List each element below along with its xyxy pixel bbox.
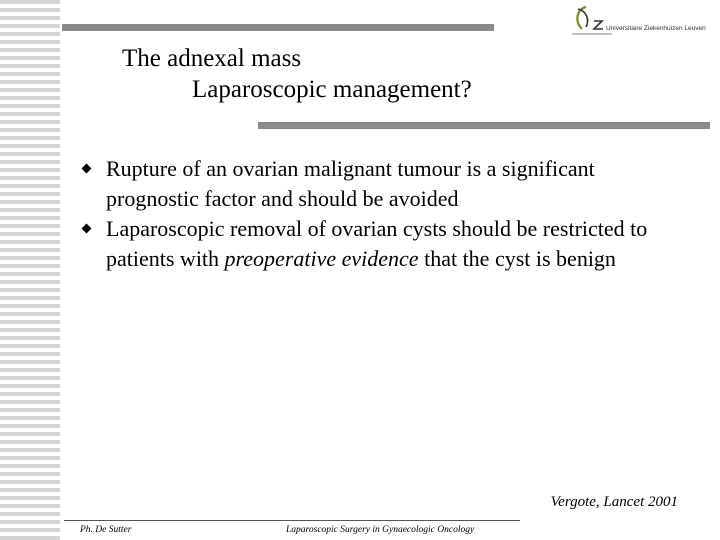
slide-title-line2: Laparoscopic management?: [192, 76, 472, 103]
bullet-text-after: that the cyst is benign: [418, 246, 616, 271]
bullet-emphasis: preoperative evidence: [224, 246, 419, 271]
decorative-stripe: [0, 0, 60, 540]
citation: Vergote, Lancet 2001: [550, 494, 678, 510]
bullet-text: Rupture of an ovarian malignant tumour is a significant prognostic factor and should be avoided: [106, 156, 595, 211]
title-divider-bar: [258, 122, 710, 129]
footer-author: Ph. De Sutter: [80, 525, 132, 535]
logo-text: Universitaire Ziekenhuizen Leuven: [606, 25, 706, 32]
footer-divider: [64, 520, 520, 521]
diamond-bullet-icon: [82, 224, 92, 234]
top-divider-bar: [62, 24, 494, 31]
bullet-item: [80, 214, 690, 274]
bullet-list: [80, 154, 690, 274]
bullet-item: [80, 154, 690, 214]
diamond-bullet-icon: [82, 164, 92, 174]
footer-course: Laparoscopic Surgery in Gynaecologic Oncology: [286, 525, 475, 535]
university-logo: [572, 3, 706, 37]
slide-title-line1: The adnexal mass: [122, 45, 302, 72]
bullet-text-before: Laparoscopic removal of ovarian cysts should be restricted to patients with: [106, 216, 648, 271]
